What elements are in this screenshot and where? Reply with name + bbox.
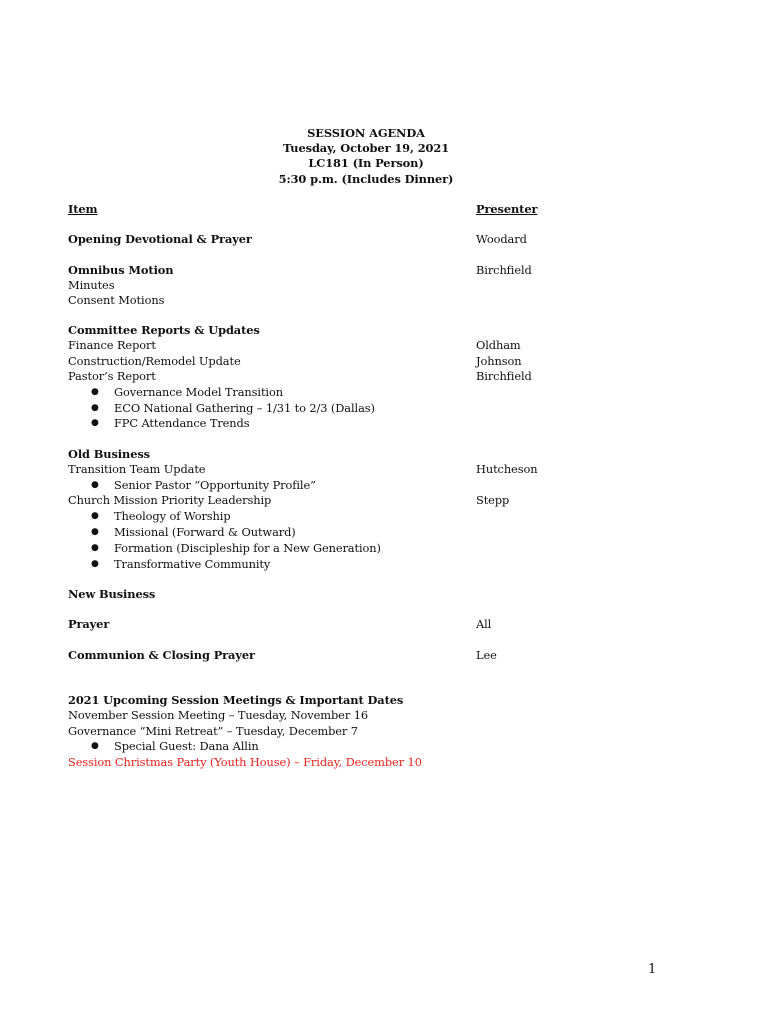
- committee-presenter: Johnson: [476, 354, 522, 368]
- opening-presenter: Woodard: [476, 232, 527, 246]
- opening-item: Opening Devotional & Prayer: [68, 232, 252, 246]
- omnibus-line: Consent Motions: [68, 293, 165, 307]
- item-column-header: Item: [68, 202, 98, 216]
- omnibus-line: Minutes: [68, 278, 115, 292]
- bullet-icon: ●: [91, 741, 99, 751]
- mission-bullet: Transformative Community: [114, 557, 271, 571]
- upcoming-line: November Session Meeting – Tuesday, November 16: [68, 708, 368, 722]
- prayer-presenter: All: [476, 617, 492, 631]
- communion-item: Communion & Closing Prayer: [68, 648, 255, 662]
- presenter-column-header: Presenter: [476, 202, 538, 216]
- omnibus-item: Omnibus Motion: [68, 263, 174, 277]
- bullet-icon: ●: [91, 418, 99, 428]
- mission-presenter: Stepp: [476, 493, 510, 507]
- mission-bullet: Missional (Forward & Outward): [114, 525, 296, 539]
- mission-bullet: Formation (Discipleship for a New Generation): [114, 541, 381, 555]
- committee-line: Construction/Remodel Update: [68, 354, 241, 368]
- committee-bullet: Governance Model Transition: [114, 385, 283, 399]
- agenda-title: SESSION AGENDA: [307, 126, 425, 140]
- bullet-icon: ●: [91, 387, 99, 397]
- upcoming-bullet: Special Guest: Dana Allin: [114, 739, 259, 753]
- bullet-icon: ●: [91, 559, 99, 569]
- old-business-item: Old Business: [68, 447, 150, 461]
- bullet-icon: ●: [91, 403, 99, 413]
- meeting-date: Tuesday, October 19, 2021: [282, 141, 450, 155]
- bullet-icon: ●: [91, 480, 99, 490]
- committee-line: Pastor’s Report: [68, 369, 156, 383]
- bullet-icon: ●: [91, 511, 99, 521]
- upcoming-line: Governance “Mini Retreat” – Tuesday, December 7: [68, 724, 358, 738]
- bullet-icon: ●: [91, 543, 99, 553]
- committee-bullet: ECO National Gathering – 1/31 to 2/3 (Dallas): [114, 401, 375, 415]
- meeting-location: LC181 (In Person): [308, 156, 424, 170]
- mission-line: Church Mission Priority Leadership: [68, 493, 272, 507]
- page-number: 1: [648, 962, 657, 977]
- christmas-party-line: Session Christmas Party (Youth House) – Friday, December 10: [68, 755, 422, 769]
- mission-bullet: Theology of Worship: [114, 509, 231, 523]
- new-business-item: New Business: [68, 587, 156, 601]
- upcoming-heading: 2021 Upcoming Session Meetings & Important Dates: [68, 693, 404, 707]
- communion-presenter: Lee: [476, 648, 497, 662]
- transition-bullet: Senior Pastor “Opportunity Profile”: [114, 478, 316, 492]
- committee-item: Committee Reports & Updates: [68, 323, 260, 337]
- committee-bullet: FPC Attendance Trends: [114, 416, 250, 430]
- omnibus-presenter: Birchfield: [476, 263, 532, 277]
- committee-line: Finance Report: [68, 338, 156, 352]
- committee-presenter: Birchfield: [476, 369, 532, 383]
- transition-presenter: Hutcheson: [476, 462, 538, 476]
- prayer-item: Prayer: [68, 617, 110, 631]
- meeting-time: 5:30 p.m. (Includes Dinner): [278, 172, 454, 186]
- bullet-icon: ●: [91, 527, 99, 537]
- committee-presenter: Oldham: [476, 338, 521, 352]
- transition-line: Transition Team Update: [68, 462, 206, 476]
